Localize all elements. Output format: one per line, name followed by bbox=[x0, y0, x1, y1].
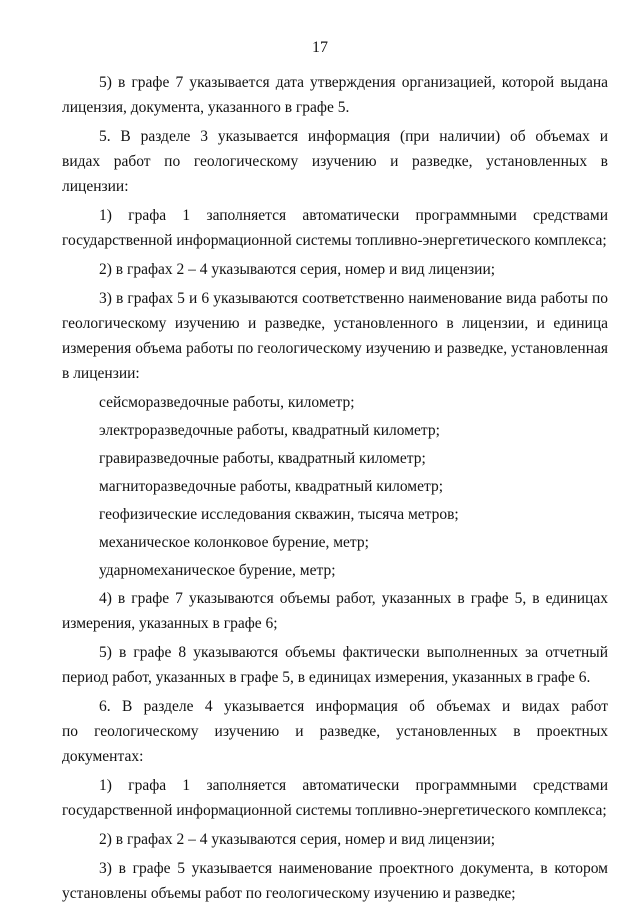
paragraph: 5. В разделе 3 указывается информация (при наличии) об объемах и видах работ по геологическому изучению и разведке, установленных в лицензии: bbox=[62, 128, 608, 195]
paragraph: 4) в графе 7 указываются объемы работ, указанных в графе 5, в единицах измерения, указанных в графе 6; bbox=[62, 590, 608, 632]
list-item: геофизические исследования скважин, тысяча метров; bbox=[99, 506, 459, 523]
paragraph: 1) графа 1 заполняется автоматически программными средствами государственной информационной системы топливно-энергетического комплекса; bbox=[62, 777, 608, 819]
paragraph: 6. В разделе 4 указывается информация об объемах и видах работ по геологическому изучению и разведке, установленных в проектных документах: bbox=[62, 698, 608, 765]
list-item: сейсморазведочные работы, километр; bbox=[99, 394, 355, 411]
list-item: гравиразведочные работы, квадратный километр; bbox=[99, 450, 426, 467]
paragraph: 3) в графе 5 указывается наименование проектного документа, в котором установлены объемы работ по геологическому изучению и разведке; bbox=[62, 860, 608, 902]
paragraph: 2) в графах 2 – 4 указываются серия, номер и вид лицензии; bbox=[99, 831, 496, 848]
paragraph: 3) в графах 5 и 6 указываются соответственно наименование вида работы по геологическому изучению и разведке, установленного в лицензии, и единица измерения объема работы по геологическому изучению и разведке, установленная в лицензии: bbox=[62, 290, 608, 382]
list-item: ударномеханическое бурение, метр; bbox=[99, 562, 336, 579]
document-body bbox=[62, 70, 608, 910]
paragraph: 2) в графах 2 – 4 указываются серия, номер и вид лицензии; bbox=[99, 261, 496, 278]
paragraph: 1) графа 1 заполняется автоматически программными средствами государственной информационной системы топливно-энергетического комплекса; bbox=[62, 207, 608, 249]
page-number: 17 bbox=[312, 39, 328, 56]
list-item: электроразведочные работы, квадратный километр; bbox=[99, 422, 440, 439]
list-item: механическое колонковое бурение, метр; bbox=[99, 534, 369, 551]
list-item: магниторазведочные работы, квадратный километр; bbox=[99, 478, 444, 495]
paragraph: 5) в графе 8 указываются объемы фактически выполненных за отчетный период работ, указанных в графе 5, в единицах измерения, указанных в графе 6. bbox=[62, 644, 608, 686]
paragraph: 5) в графе 7 указывается дата утверждения организацией, которой выдана лицензия, документа, указанного в графе 5. bbox=[62, 74, 608, 116]
